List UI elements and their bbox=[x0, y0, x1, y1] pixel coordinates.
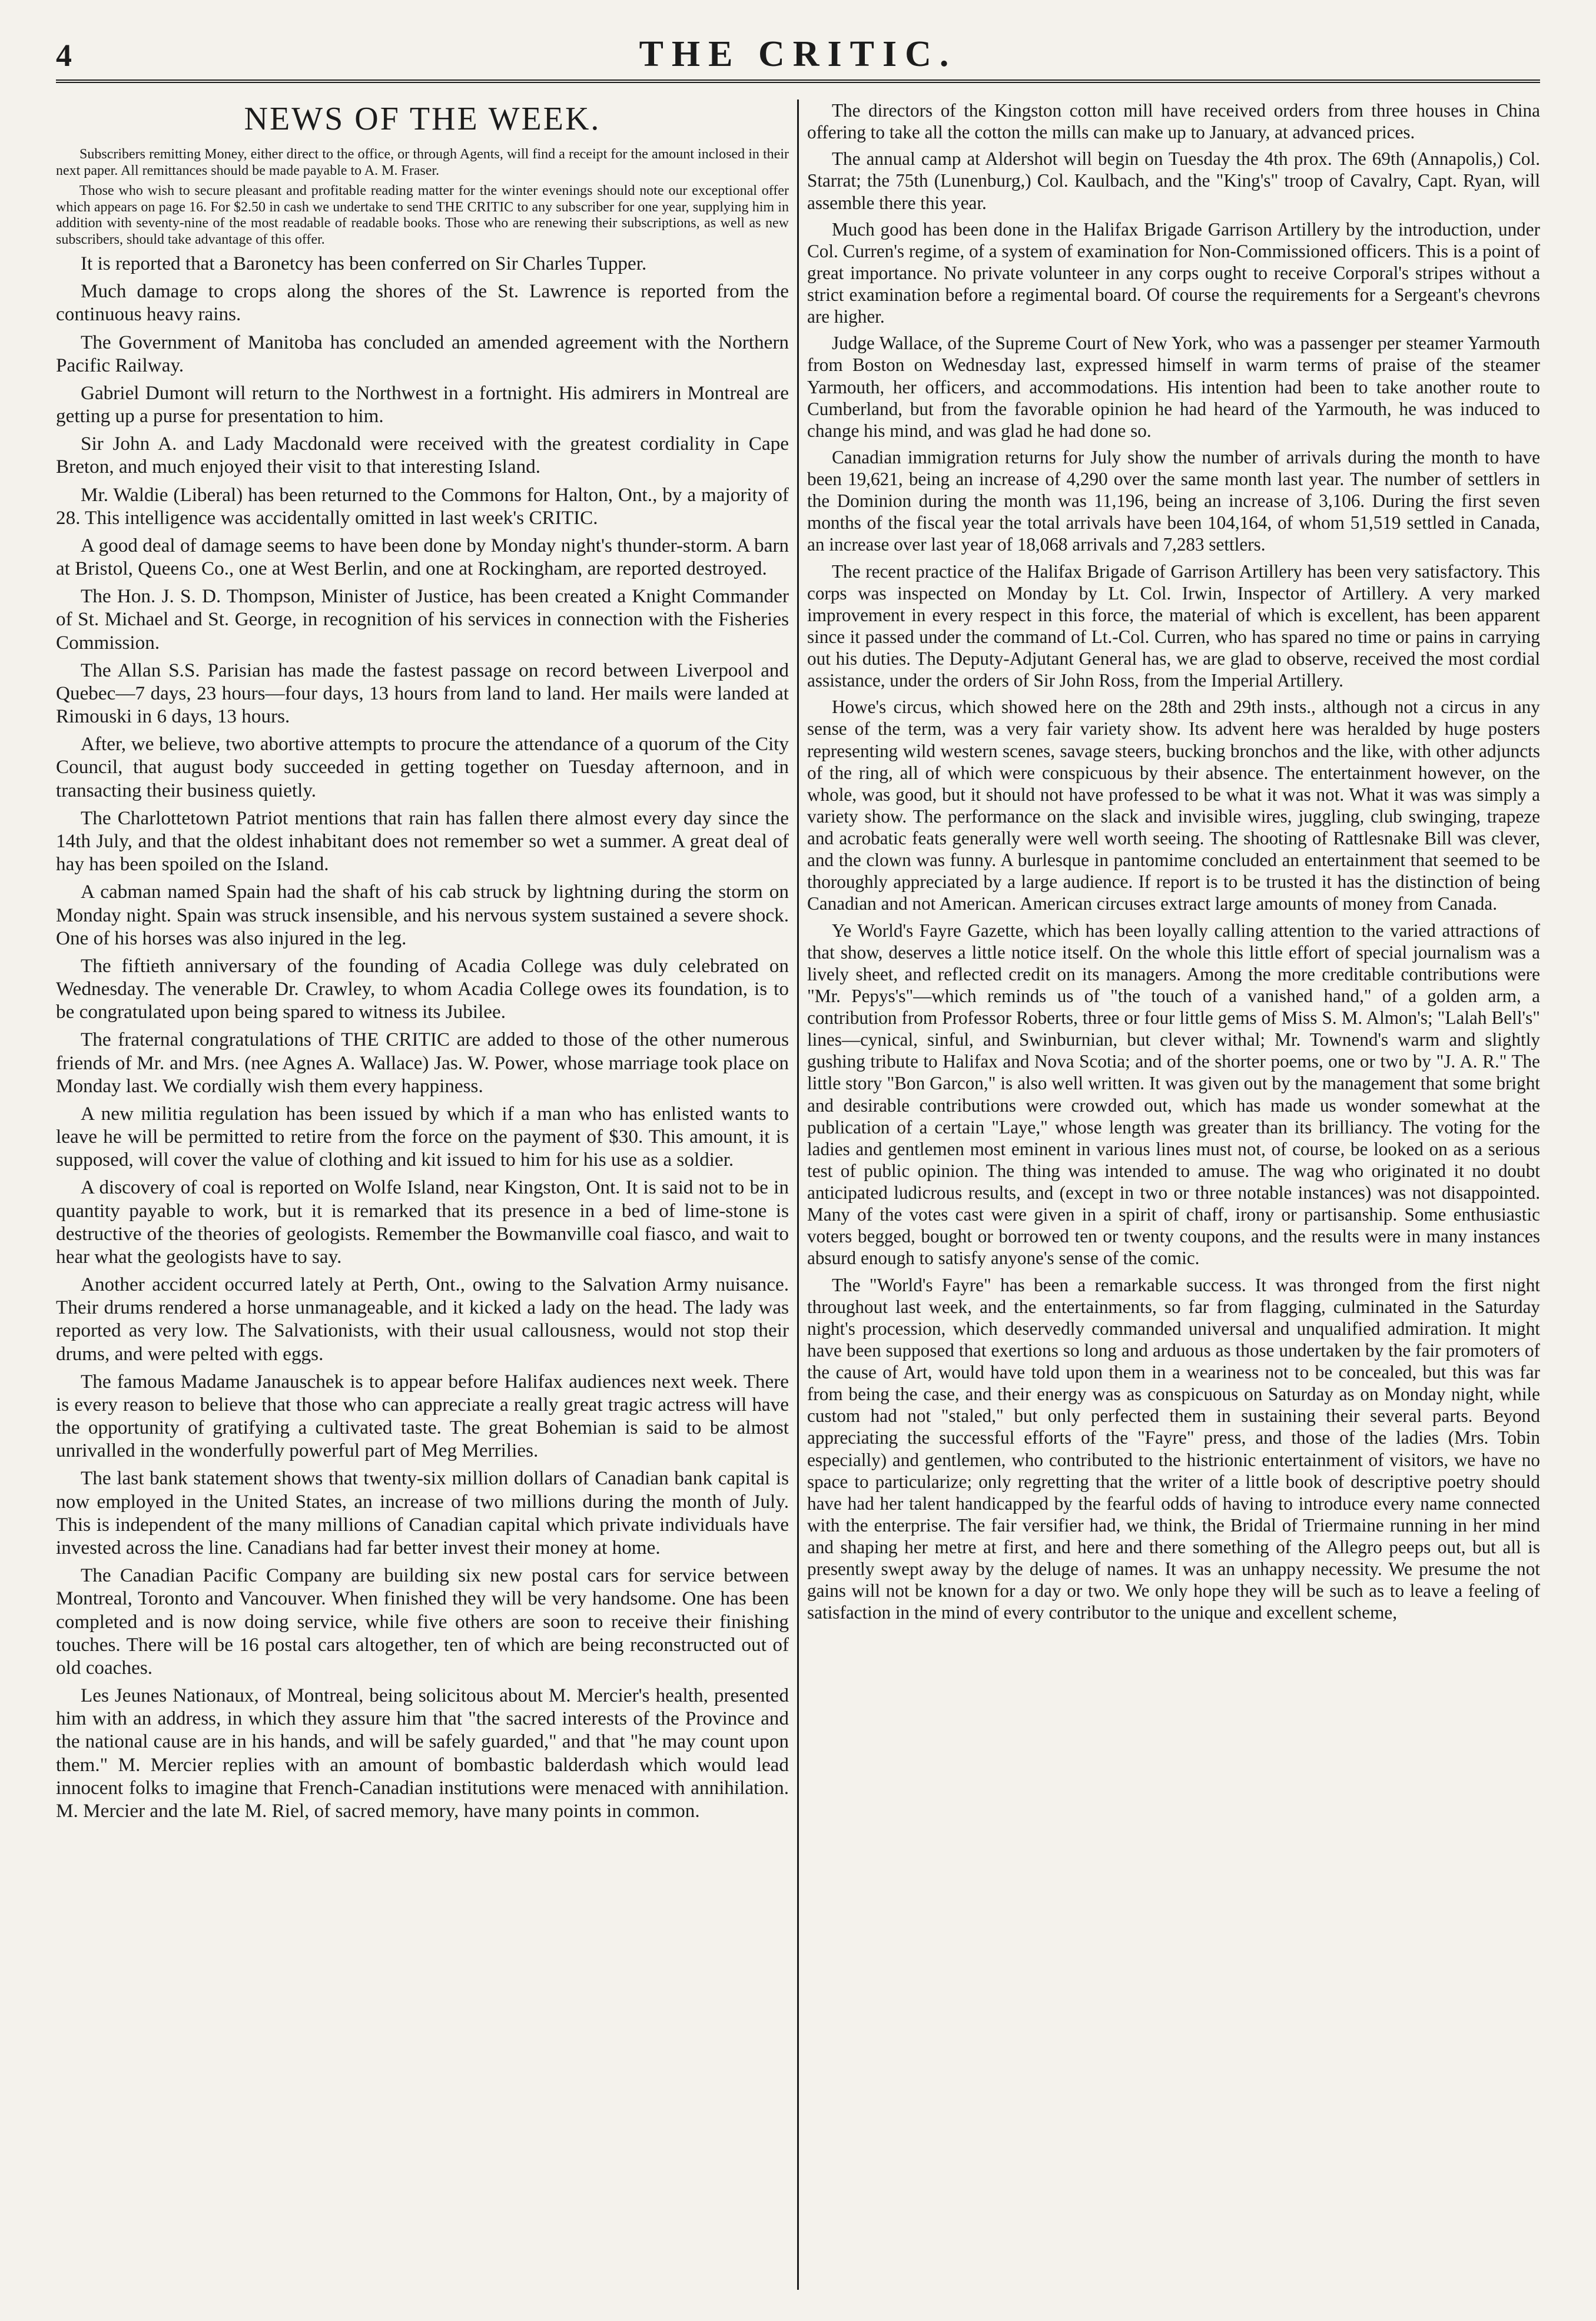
columns bbox=[56, 100, 1540, 2290]
news-item: The Government of Manitoba has concluded an amended agreement with the Northern Pacific Railway. bbox=[56, 331, 789, 376]
news-item: The directors of the Kingston cotton mill have received orders from three houses in China offering to take all the cotton the mills can make up to January, at advanced prices. bbox=[807, 100, 1540, 143]
news-item: Howe's circus, which showed here on the 28th and 29th insts., although not a circus in any sense of the term, was a very fair variety show. Its advent here was heralded by huge posters representing wild western scenes, savage steers, bucking bronchos and the like, with other adjuncts of the ring, all of which were conspicuous by their absence. The entertainment however, on the whole, was good, but it should not have professed to be what it was not. What it was was simply a variety show. The performance on the slack and invisible wires, juggling, club swinging, trapeze and acrobatic feats generally were well worth seeing. The shooting of Rattlesnake Bill was clever, and the clown was funny. A burlesque in pantomime concluded an entertainment that seemed to be thoroughly appreciated by a large audience. If report is to be trusted it has the distinction of being Canadian and not American. American circuses extract large amounts of money from Canada. bbox=[807, 697, 1540, 914]
news-item: The annual camp at Aldershot will begin on Tuesday the 4th prox. The 69th (Annapolis,) Col. Starrat; the 75th (Lunenburg,) Col. Kaulbach, and the "King's" troop of Cavalry, Capt. Ryan, will assemble there this year. bbox=[807, 148, 1540, 213]
news-item: After, we believe, two abortive attempts to procure the attendance of a quorum of the City Council, that august body succeeded in getting together on Tuesday afternoon, and in transacting their business quietly. bbox=[56, 733, 789, 801]
news-item: A good deal of damage seems to have been done by Monday night's thunder-storm. A barn at Bristol, Queens Co., one at West Berlin, and one at Rockingham, are reported destroyed. bbox=[56, 534, 789, 580]
news-item: The Allan S.S. Parisian has made the fastest passage on record between Liverpool and Quebec—7 days, 23 hours—four days, 13 hours from land to land. Her mails were landed at Rimouski in 6 days, 13 hours. bbox=[56, 659, 789, 728]
news-item: Much good has been done in the Halifax Brigade Garrison Artillery by the introduction, under Col. Curren's regime, of a system of examination for Non-Commissioned officers. This is a point of great importance. No private volunteer in any corps ought to receive Corporal's stripes without a strict examination before a regimental board. Of course the requirements for a Sergeant's chevrons are higher. bbox=[807, 218, 1540, 327]
section-title: NEWS OF THE WEEK. bbox=[244, 101, 601, 137]
winter-offer-notice: Those who wish to secure pleasant and profitable reading matter for the winter evenings should note our exceptional offer which appears on page 16. For $2.50 in cash we undertake to send THE CRITIC to any subscriber for one year, supplying him in addition with seventy-nine of the most readable of readable books. Those who are renewing their subscriptions, as well as new subscribers, should take advantage of this offer. bbox=[56, 183, 789, 248]
page-header bbox=[56, 32, 1540, 83]
news-item: The last bank statement shows that twenty-six million dollars of Canadian bank capital is now employed in the United States, an increase of two millions during the month of July. This is independent of the many millions of Canadian capital which private individuals have invested across the line. Canadians had far better invest their money at home. bbox=[56, 1467, 789, 1559]
news-item: The Charlottetown Patriot mentions that rain has fallen there almost every day since the 14th July, and that the oldest inhabitant does not remember so wet a summer. A great deal of hay has been spoiled on the Island. bbox=[56, 807, 789, 876]
news-item: The recent practice of the Halifax Brigade of Garrison Artillery has been very satisfactory. This corps was inspected on Monday by Lt. Col. Irwin, Inspector of Artillery. A very marked improvement in every respect in this force, the material of which is excellent, has been apparent since it passed under the command of Lt.-Col. Curren, who has spared no time or pains in carrying out his duties. The Deputy-Adjutant General has, we are glad to observe, received the most cordial assistance, under the orders of Sir John Ross, from the Imperial Artillery. bbox=[807, 561, 1540, 691]
news-item: The fiftieth anniversary of the founding of Acadia College was duly celebrated on Wednesday. The venerable Dr. Crawley, to whom Acadia College owes its foundation, is to be congratulated upon being spared to witness its Jubilee. bbox=[56, 954, 789, 1023]
news-item: Gabriel Dumont will return to the Northwest in a fortnight. His admirers in Montreal are getting up a purse for presentation to him. bbox=[56, 382, 789, 427]
news-item: Canadian immigration returns for July show the number of arrivals during the month to have been 19,621, being an increase of 4,290 over the same month last year. The number of settlers in the Dominion during the month was 11,196, being an increase of 3,106. During the first seven months of the fiscal year the total arrivals have been 104,164, of whom 51,519 settled in Canada, an increase over last year of 18,068 arrivals and 7,283 settlers. bbox=[807, 446, 1540, 555]
news-item: The famous Madame Janauschek is to appear before Halifax audiences next week. There is every reason to believe that those who can appreciate a really great tragic actress will have the opportunity of gratifying a cultivated taste. The great Bohemian is said to be almost unrivalled in the wonderfully powerful part of Meg Merrilies. bbox=[56, 1370, 789, 1462]
news-item: Les Jeunes Nationaux, of Montreal, being solicitous about M. Mercier's health, presented him with an address, in which they assure him that "the sacred interests of the Province and the national cause are in his hands, and will be safely guarded," and that "he may count upon them." M. Mercier replies with an amount of bombastic balderdash which would lead innocent folks to imagine that French-Canadian institutions were menaced with annihilation. M. Mercier and the late M. Riel, of sacred memory, have many points in common. bbox=[56, 1685, 789, 1822]
left-column bbox=[56, 100, 789, 2290]
news-item: A cabman named Spain had the shaft of his cab struck by lightning during the storm on Monday night. Spain was struck insensible, and his nervous system sustained a severe shock. One of his horses was also injured in the leg. bbox=[56, 881, 789, 949]
column-divider bbox=[797, 100, 799, 2290]
news-item: The "World's Fayre" has been a remarkable success. It was thronged from the first night throughout last week, and the entertainments, so far from flagging, culminated in the Saturday night's procession, which deservedly commanded universal and unqualified admiration. It might have been supposed that exertions so long and arduous as those undertaken by the fair promoters of the cause of Art, would have told upon them in a weariness not to be concealed, but this was far from being the case, and their energy was as conspicuous on Saturday as on Monday night, while custom had not "staled," but only perfected them in sustaining their several parts. Beyond appreciating the successful efforts of the "Fayre" press, and those of the ladies (Mrs. Tobin especially) and gentlemen, who contributed to the histrionic entertainment of visitors, we have no space to particularize; only regretting that the writer of a little book of descriptive poetry should have had her talent handicapped by the fearful odds of having to introduce every name connected with the enterprise. The fair versifier had, we think, the Bridal of Triermaine running in her mind and shaping her metre at first, and here and there something of the Allegro peeps out, but all is presently swept away by the deluge of names. It was an unhappy necessity. We presume the not gains will not be known for a day or two. We only hope they will be such as to leave a feeling of satisfaction in the mind of every contributor to the unique and excellent scheme, bbox=[807, 1274, 1540, 1623]
news-item: The fraternal congratulations of THE CRITIC are added to those of the other numerous friends of Mr. and Mrs. (nee Agnes A. Wallace) Jas. W. Power, whose marriage took place on Monday last. We cordially wish them every happiness. bbox=[56, 1029, 789, 1097]
subscriber-notice: Subscribers remitting Money, either direct to the office, or through Agents, will find a receipt for the amount inclosed in their next paper. All remittances should be made payable to A. M. Fraser. bbox=[56, 147, 789, 178]
news-item: A discovery of coal is reported on Wolfe Island, near Kingston, Ont. It is said not to be in quantity payable to work, but it is remarked that its presence in a bed of lime-stone is destructive of the theories of geologists. Remember the Bowmanville coal fiasco, and wait to hear what the geologists have to say. bbox=[56, 1176, 789, 1268]
news-item: Sir John A. and Lady Macdonald were received with the greatest cordiality in Cape Breton, and much enjoyed their visit to that interesting Island. bbox=[56, 433, 789, 478]
news-item: Mr. Waldie (Liberal) has been returned to the Commons for Halton, Ont., by a majority of 28. This intelligence was accidentally omitted in last week's CRITIC. bbox=[56, 483, 789, 529]
news-item: It is reported that a Baronetcy has been conferred on Sir Charles Tupper. bbox=[81, 253, 647, 275]
right-column bbox=[807, 100, 1540, 2290]
news-item: Ye World's Fayre Gazette, which has been loyally calling attention to the varied attractions of that show, deserves a little notice itself. On the whole this little effort of special journalism was a lively sheet, and reflected credit on its managers. Among the more creditable contributions were "Mr. Pepys's"—which reminds us of "the touch of a vanished hand," of a golden arm, a contribution from Professor Roberts, three or four little gems of Miss S. M. Almon's; "Lalah Bell's" lines—cynical, sinful, and Swinburnian, but clever withal; Mr. Townend's warm and slightly gushing tribute to Halifax and Nova Scotia; and of the shorter poems, one or two by "J. A. R." The little story "Bon Garcon," is also well written. It was given out by the management that some bright and desirable contributions were crowded out, which has made us wonder somewhat at the publication of a certain "Laye," whose length was greater than its brilliancy. The voting for the ladies and gentlemen most eminent in various lines must not, of course, be looked on as a serious test of public opinion. The thing was intended to amuse. The wag who originated it no doubt anticipated ludicrous results, and (except in two or three notable instances) was not disappointed. Many of the votes cast were given in a spirit of chaff, irony or partisanship. Some enthusiastic voters begged, bought or borrowed ten or twenty coupons, and the results were in many instances absurd enough to satisfy anyone's sense of the comic. bbox=[807, 920, 1540, 1269]
masthead-title: THE CRITIC. bbox=[639, 34, 957, 74]
news-item: Judge Wallace, of the Supreme Court of New York, who was a passenger per steamer Yarmouth from Boston on Wednesday last, expressed himself in warm terms of praise of the steamer Yarmouth, her officers, and accommodations. His intention had been to take another route to Cumberland, but from the favorable opinion he had heard of the Yarmouth, he was induced to change his mind, and was glad he had done so. bbox=[807, 333, 1540, 441]
news-item: The Hon. J. S. D. Thompson, Minister of Justice, has been created a Knight Commander of St. Michael and St. George, in recognition of his services in connection with the Fisheries Commission. bbox=[56, 585, 789, 654]
news-item: Much damage to crops along the shores of the St. Lawrence is reported from the continuous heavy rains. bbox=[56, 280, 789, 326]
news-item: The Canadian Pacific Company are building six new postal cars for service between Montreal, Toronto and Vancouver. When finished they will be very handsome. One has been completed and is now doing service, while five others are soon to receive their finishing touches. There will be 16 postal cars altogether, ten of which are being reconstructed out of old coaches. bbox=[56, 1564, 789, 1679]
news-item: Another accident occurred lately at Perth, Ont., owing to the Salvation Army nuisance. Their drums rendered a horse unmanageable, and it kicked a lady on the head. The lady was reported as very low. The Salvationists, with their usual callousness, would not stop their drums, and were pelted with eggs. bbox=[56, 1274, 789, 1365]
news-item: A new militia regulation has been issued by which if a man who has enlisted wants to leave he will be permitted to retire from the force on the payment of $30. This amount, it is supposed, will cover the value of clothing and kit issued to him for his use as a soldier. bbox=[56, 1102, 789, 1171]
page-number: 4 bbox=[56, 38, 72, 73]
